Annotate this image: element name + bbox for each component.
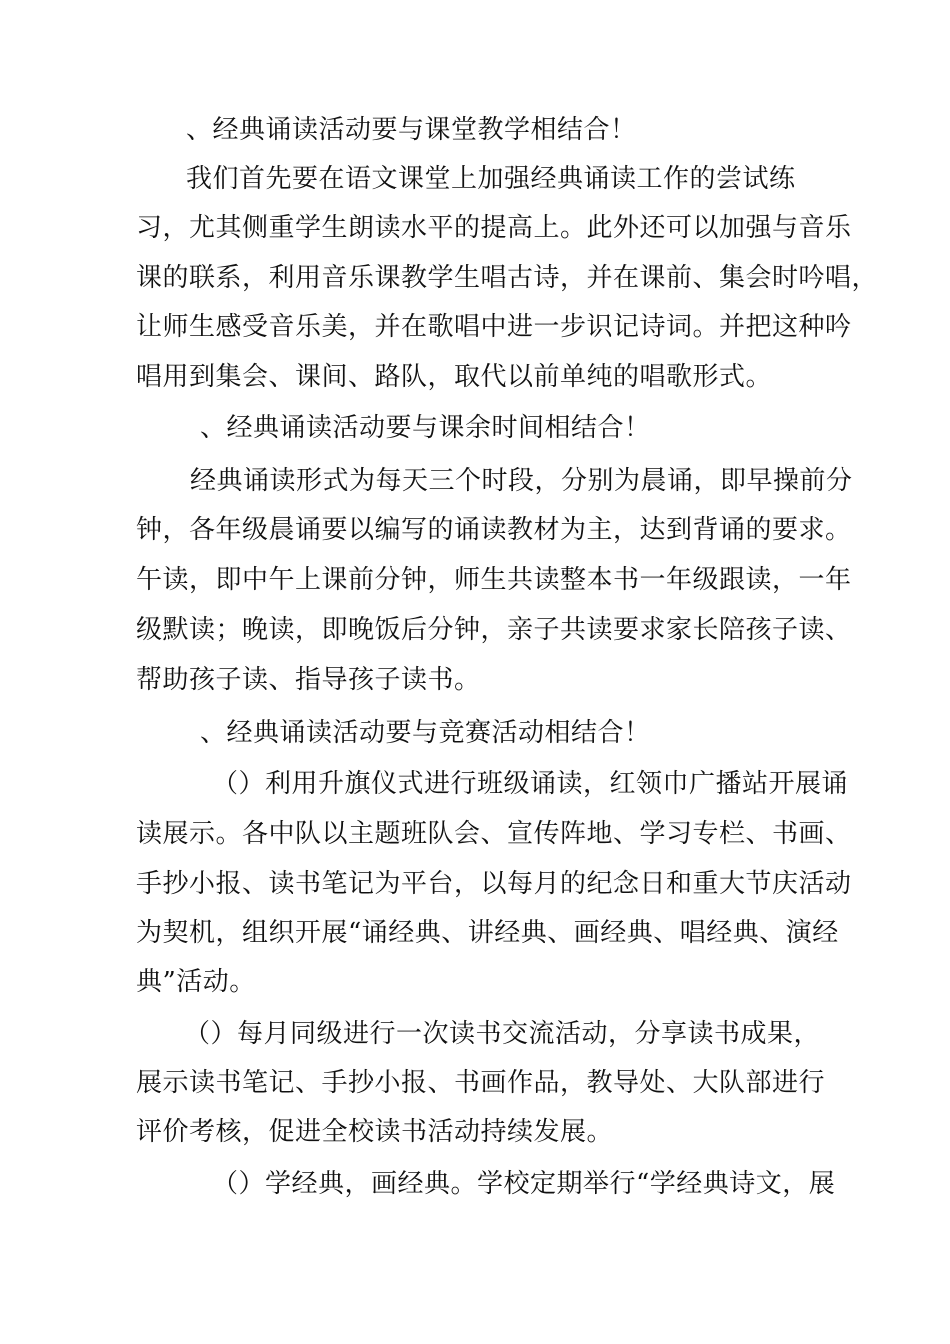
paragraph-3-line-2: 读展示。各中队以主题班队会、宣传阵地、学习专栏、书画、 — [136, 819, 852, 849]
paragraph-2-line-3: 午读，即中午上课前分钟，师生共读整本书一年级跟读，一年 — [136, 565, 852, 595]
paragraph-2-line-2: 钟，各年级晨诵要以编写的诵读教材为主，达到背诵的要求。 — [136, 515, 852, 545]
paragraph-4-line-3: 评价考核，促进全校读书活动持续发展。 — [136, 1117, 614, 1147]
paragraph-3-line-5: 典”活动。 — [136, 967, 256, 997]
paragraph-1-line-2: 习，尤其侧重学生朗读水平的提高上。此外还可以加强与音乐 — [136, 213, 852, 243]
paragraph-3-line-1: （）利用升旗仪式进行班级诵读，红领巾广播站开展诵 — [212, 769, 849, 799]
paragraph-1-line-4: 让师生感受音乐美，并在歌唱中进一步识记诗词。并把这种吟 — [136, 312, 852, 342]
paragraph-1-line-3: 课的联系，利用音乐课教学生唱古诗，并在课前、集会时吟唱， — [136, 263, 879, 293]
paragraph-1-line-1: 我们首先要在语文课堂上加强经典诵读工作的尝试练 — [186, 164, 796, 194]
paragraph-4-line-2: 展示读书笔记、手抄小报、书画作品，教导处、大队部进行 — [136, 1068, 826, 1098]
paragraph-3-line-4: 为契机，组织开展“诵经典、讲经典、画经典、唱经典、演经 — [136, 918, 839, 948]
paragraph-1-line-5: 唱用到集会、课间、路队，取代以前单纯的唱歌形式。 — [136, 362, 773, 392]
paragraph-2-line-1: 经典诵读形式为每天三个时段，分别为晨诵，即早操前分 — [190, 466, 853, 496]
paragraph-5-line-1: （）学经典，画经典。学校定期举行“学经典诗文，展 — [212, 1169, 836, 1199]
paragraph-3-line-3: 手抄小报、读书笔记为平台，以每月的纪念日和重大节庆活动 — [136, 869, 852, 899]
paragraph-4-line-1: （）每月同级进行一次读书交流活动，分享读书成果， — [184, 1019, 821, 1049]
heading-1: 、经典诵读活动要与课堂教学相结合！ — [186, 115, 637, 145]
heading-2: 、经典诵读活动要与课余时间相结合！ — [200, 413, 651, 443]
heading-3: 、经典诵读活动要与竞赛活动相结合！ — [200, 718, 651, 748]
paragraph-2-line-4: 级默读；晚读，即晚饭后分钟，亲子共读要求家长陪孩子读、 — [136, 615, 852, 645]
paragraph-2-line-5: 帮助孩子读、指导孩子读书。 — [136, 665, 481, 695]
